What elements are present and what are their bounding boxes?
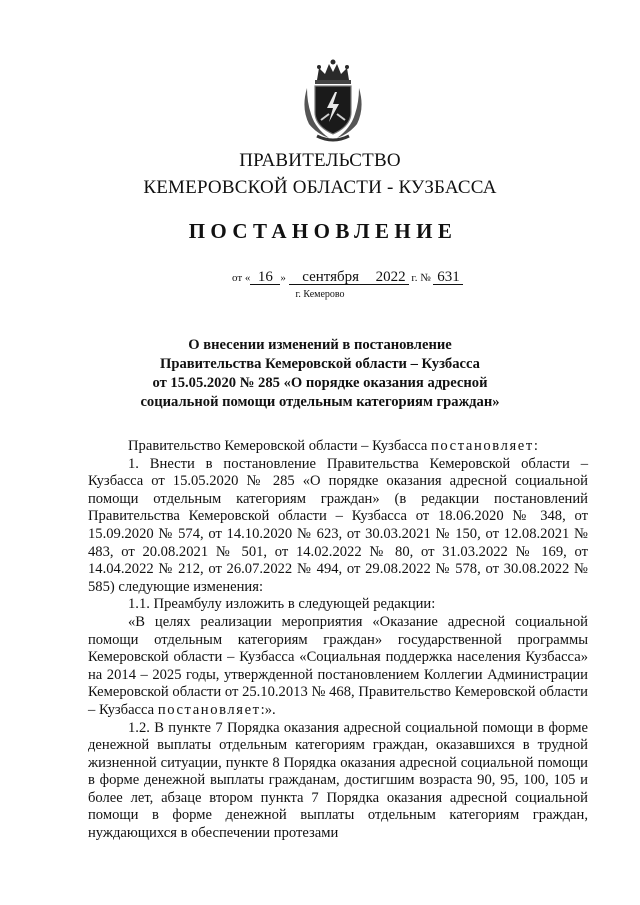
number-label: №	[420, 272, 431, 284]
resolves-word: постановляет	[157, 701, 261, 718]
title-line: социальной помощи отдельным категориям граждан»	[140, 394, 500, 410]
coat-of-arms-emblem	[299, 58, 367, 142]
paragraph-item-1-1: 1.1. Преамбулу изложить в следующей редакции:	[128, 596, 436, 613]
paragraph-preamble	[88, 438, 588, 456]
new-preamble-text: «В целях реализации мероприятия «Оказание адресной социальной помощи отдельным категориям граждан» государственной программы Кемеровской области – Кузбасса «Социальная поддержка населения Кузбасса» на 2014 – 2025 годы, утвержденной постановлением Коллегии Администрации Кемеровской области от 25.10.2013 № 468, Правительство Кемеровской области – Кузбасса	[88, 613, 588, 718]
preamble-text: Правительство Кемеровской области – Кузбасса	[128, 438, 431, 454]
date-year-suffix: г.	[411, 272, 418, 284]
date-month: сентября	[289, 270, 373, 285]
document-city: г. Кемерово	[295, 289, 345, 300]
date-day: 16	[250, 270, 280, 285]
government-name-line1: ПРАВИТЕЛЬСТВО	[239, 150, 401, 171]
date-prefix: от «	[232, 272, 251, 284]
title-line: О внесении изменений в постановление	[188, 337, 452, 353]
new-preamble-end: :».	[260, 701, 276, 718]
title-line: Правительства Кемеровской области – Кузбасса	[160, 356, 480, 372]
date-year: 2022	[373, 270, 409, 285]
preamble-end: :	[533, 438, 538, 454]
title-line: от 15.05.2020 № 285 «О порядке оказания адресной	[152, 375, 488, 391]
document-dateline	[232, 270, 463, 285]
resolves-word: постановляет	[430, 438, 534, 454]
paragraph-item-1-2: 1.2. В пункте 7 Порядка оказания адресной социальной помощи в форме денежной выплаты отдельным категориям граждан, оказавшихся в трудной жизненной ситуации, пункте 8 Порядка оказания адресной социальной помощи в форме денежной выплаты гражданам, достигшим возраста 90, 95, 100, 105 и более лет, абзаце втором пункта 7 Порядка оказания адресной социальной помощи в форме денежной выплаты отдельным категориям граждан, нуждающихся в обеспечении протезами	[88, 719, 588, 842]
document-number: 631	[433, 270, 463, 285]
document-title	[120, 336, 520, 412]
government-name-line2: КЕМЕРОВСКОЙ ОБЛАСТИ - КУЗБАССА	[143, 177, 497, 198]
document-type-heading: ПОСТАНОВЛЕНИЕ	[188, 219, 458, 243]
paragraph-new-preamble	[88, 614, 588, 720]
document-body	[88, 438, 588, 843]
date-mid: »	[280, 272, 286, 284]
paragraph-item-1: 1. Внести в постановление Правительства Кемеровской области – Кузбасса от 15.05.2020 № 285 «О порядке оказания адресной социальной помощи отдельным категориям граждан» (в редакции постановлений Правительства Кемеровской области – Кузбасса от 18.06.2020 № 348, от 15.09.2020 № 574, от 14.10.2020 № 623, от 30.03.2021 № 150, от 12.08.2021 № 483, от 20.08.2021 № 501, от 14.02.2022 № 80, от 31.03.2022 № 169, от 14.04.2022 № 212, от 26.07.2022 № 494, от 29.08.2022 № 578, от 30.08.2022 № 585) следующие изменения:	[88, 455, 588, 595]
